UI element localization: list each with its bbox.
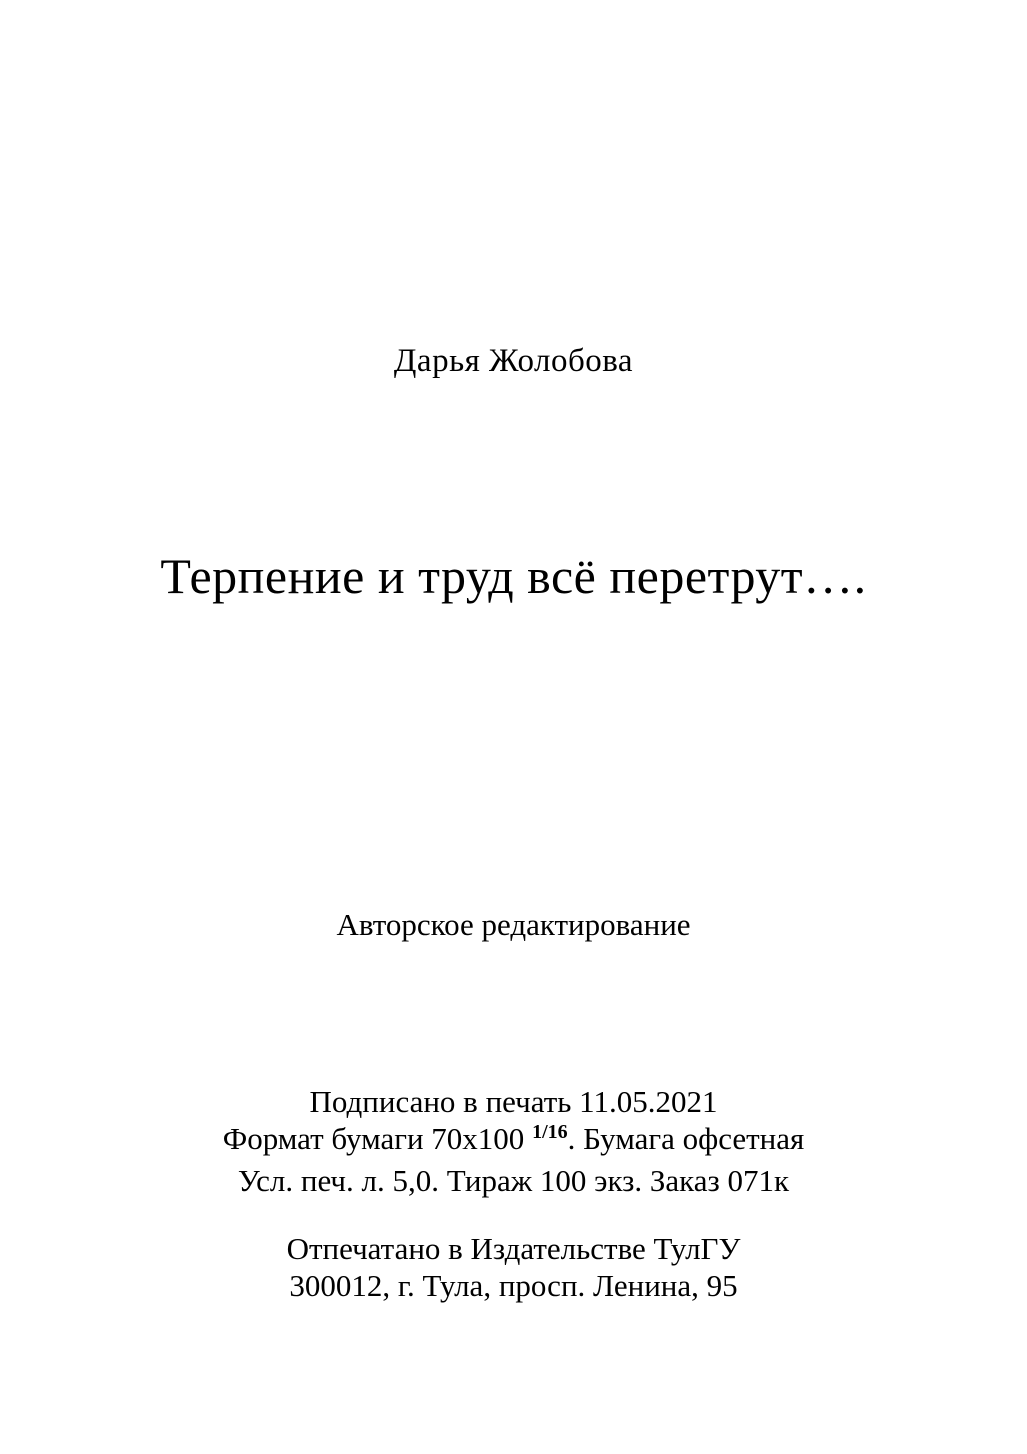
book-title: Терпение и труд всё перетрут…. bbox=[160, 548, 867, 604]
imprint-block bbox=[0, 1083, 1027, 1199]
imprint-format-prefix: Формат бумаги 70x100 bbox=[222, 1121, 533, 1156]
author-name: Дарья Жолобова bbox=[393, 343, 634, 379]
printer-printed-at-line: Отпечатано в Издательстве ТулГУ bbox=[286, 1231, 741, 1266]
imprint-format-suffix: . Бумага офсетная bbox=[567, 1121, 805, 1156]
imprint-signed-line: Подписано в печать 11.05.2021 bbox=[309, 1084, 718, 1119]
imprint-format-fraction: 1/16 bbox=[532, 1121, 568, 1143]
printer-address-line: 300012, г. Тула, просп. Ленина, 95 bbox=[289, 1268, 738, 1303]
printer-block bbox=[0, 1230, 1027, 1304]
imprint-print-run-line: Усл. печ. л. 5,0. Тираж 100 экз. Заказ 071к bbox=[237, 1163, 790, 1198]
editing-note: Авторское редактирование bbox=[336, 907, 691, 942]
imprint-format-line bbox=[0, 1120, 1027, 1162]
